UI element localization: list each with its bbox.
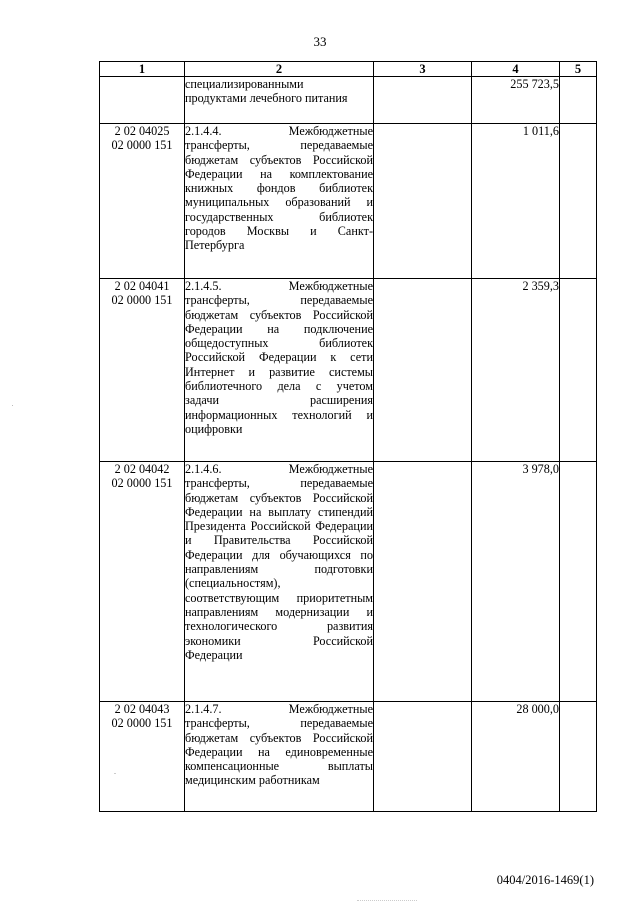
document-id: 0404/2016-1469(1)	[496, 873, 594, 887]
column-3-cell	[374, 124, 472, 279]
table-header-row	[100, 62, 597, 77]
table-row	[100, 702, 597, 812]
budget-code-line-2: 02 0000 151	[111, 716, 173, 731]
description-text: специализированными	[185, 77, 304, 91]
column-header-3: 3	[374, 62, 472, 77]
scan-speck	[12, 405, 13, 406]
column-header-5: 5	[560, 62, 597, 77]
column-header-1: 1	[100, 62, 185, 77]
column-3-cell	[374, 279, 472, 462]
row-description	[185, 124, 374, 279]
scan-speck	[114, 773, 116, 774]
table-row	[100, 124, 597, 279]
column-5-cell	[560, 77, 597, 124]
column-header-4: 4	[472, 62, 560, 77]
column-5-cell	[560, 702, 597, 812]
budget-code	[100, 279, 185, 462]
budget-code-line-1: 2 02 04025	[114, 124, 170, 138]
column-5-cell	[560, 279, 597, 462]
scan-artifact	[357, 900, 417, 903]
budget-code	[100, 124, 185, 279]
description-last-line: Петербурга	[185, 238, 245, 253]
budget-table	[99, 61, 597, 812]
budget-code-line-1: 2 02 04042	[114, 462, 170, 476]
description-text: 2.1.4.6. Межбюджетные трансферты, передаваемые бюджетам субъектов Российской Федерации на выплату стипендий Президента Российской Федерации и Правительства Российской Федерации для обучающихся по направлениям подготовки (специальностям), соответствующим приоритетным направлениям модернизации и технологического развития экономики Российской	[185, 462, 373, 648]
row-description	[185, 462, 374, 702]
amount-cell: 2 359,3	[472, 279, 560, 462]
amount-cell: 3 978,0	[472, 462, 560, 702]
column-header-2: 2	[185, 62, 374, 77]
budget-code-line-2: 02 0000 151	[111, 138, 173, 153]
column-5-cell	[560, 124, 597, 279]
description-last-line: продуктами лечебного питания	[185, 91, 348, 106]
row-description	[185, 77, 374, 124]
column-3-cell	[374, 462, 472, 702]
budget-code-line-2: 02 0000 151	[111, 293, 173, 308]
description-text: 2.1.4.4. Межбюджетные трансферты, передаваемые бюджетам субъектов Российской Федерации на комплектование книжных фондов библиотек муниципальных образований и государственных библиотек городов Москвы и Санкт-	[185, 124, 373, 239]
budget-code-line-1: 2 02 04041	[114, 279, 170, 293]
description-last-line: медицинским работникам	[185, 773, 320, 788]
table-row	[100, 77, 597, 124]
page-number: 33	[313, 34, 327, 49]
budget-code-line-2: 02 0000 151	[111, 476, 173, 491]
budget-code-line-1: 2 02 04043	[114, 702, 170, 716]
row-description	[185, 702, 374, 812]
column-3-cell	[374, 77, 472, 124]
row-description	[185, 279, 374, 462]
table-row	[100, 462, 597, 702]
description-text: 2.1.4.5. Межбюджетные трансферты, передаваемые бюджетам субъектов Российской Федерации на подключение общедоступных библиотек Российской Федерации к сети Интернет и развитие системы библиотечного дела с учетом задачи расширения информационных технологий и	[185, 279, 373, 422]
table-row	[100, 279, 597, 462]
column-5-cell	[560, 462, 597, 702]
amount-cell: 28 000,0	[472, 702, 560, 812]
budget-code	[100, 77, 185, 124]
description-text: 2.1.4.7. Межбюджетные трансферты, передаваемые бюджетам субъектов Российской Федерации на единовременные компенсационные выплаты	[185, 702, 373, 774]
description-last-line: Федерации	[185, 647, 243, 662]
budget-code	[100, 702, 185, 812]
amount-cell: 255 723,5	[472, 77, 560, 124]
description-last-line: оцифровки	[185, 421, 243, 436]
column-3-cell	[374, 702, 472, 812]
amount-cell: 1 011,6	[472, 124, 560, 279]
budget-code	[100, 462, 185, 702]
